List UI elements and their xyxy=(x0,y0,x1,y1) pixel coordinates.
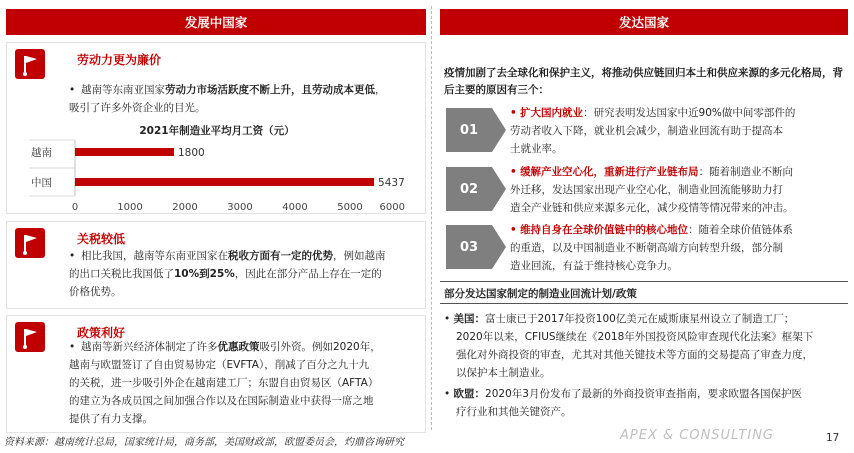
flag-icon xyxy=(15,228,45,258)
chart-title: 2021年制造业平均月工资（元） xyxy=(139,125,295,137)
developing-countries-banner: 发展中国家 xyxy=(6,9,426,35)
number-badge-01: 01 xyxy=(446,108,492,152)
flag-icon xyxy=(15,49,45,79)
card-low-tariff xyxy=(6,221,426,309)
x-tick-label-3: 3000 xyxy=(227,202,253,213)
reason-item-2: • 缓解产业空心化，重新进行产业链布局：随着制造业不断向 外迁移，发达国家出现产业空心化，制造业回流能够助力打 造全产业链和供应来源多元化，减少疫情等情况带来的冲击。 xyxy=(510,166,794,214)
value-label-1: 5437 xyxy=(378,177,405,189)
card-text: • 越南等新兴经济体制定了许多优惠政策吸引外资。例如2020年， 越南与欧盟签订了自由贸易协定（EVFTA），削减了百分之九十九 的关税，进一步吸引外企在越南建工厂；东盟自由贸易区（AFTA） 的建立为各成员国之间加强合作以及在国际制造业中获得一席之地 提供了有力支撑。 xyxy=(69,341,381,425)
source-note: 资料来源：越南统计总局，国家统计局，商务部，美国财政部，欧盟委员会，灼鼎咨询研究 xyxy=(4,437,404,448)
card-cheap-labor xyxy=(6,42,426,214)
arrow-02 xyxy=(492,167,506,211)
category-label-1: 中国 xyxy=(31,177,52,189)
card-title: 劳动力更为廉价 xyxy=(77,53,162,67)
x-tick-label-4: 4000 xyxy=(282,202,308,213)
reason-item-3: • 维持自身在全球价值链中的核心地位：随着全球价值链体系 的重造，以及中国制造业不断朝高端方向转型升级，部分制 造业回流，有益于维持核心竞争力。 xyxy=(510,224,794,272)
policy-us: • 美国：富士康已于2017年投资100亿美元在威斯康星州设立了制造工厂； 2020年以来，CFIUS继续在《2018年外国投资风险审查现代化法案》框架下 强化对外商投资的审查，尤其对其他关键技术等方面的交易提高了审查力度， 以保护本土制造业。 xyxy=(444,313,814,379)
card-title: 关税较低 xyxy=(77,232,126,246)
number-badge-03: 03 xyxy=(446,225,492,269)
card-favorable-policy xyxy=(6,315,426,433)
flag-icon xyxy=(15,322,45,352)
policy-eu: • 欧盟：2020年3月份发布了最新的外商投资审查指南，要求欧盟各国保护医 疗行业和其他关键资产。 xyxy=(444,388,802,418)
category-label-0: 越南 xyxy=(31,147,52,159)
section-rule-top xyxy=(440,281,848,282)
watermark: APEX & CONSULTING xyxy=(620,428,774,443)
arrow-03 xyxy=(492,225,506,269)
bar-1 xyxy=(75,178,374,186)
x-tick-label-1: 1000 xyxy=(117,202,143,213)
bar-0 xyxy=(75,148,174,156)
section-rule-bottom xyxy=(440,303,848,304)
card-text: • 越南等东南亚国家劳动力市场活跃度不断上升，且劳动成本更低， 吸引了许多外资企业的目光。 xyxy=(69,84,386,114)
developed-intro: 疫情加剧了去全球化和保护主义，将推动供应链回归本土和供应来源的多元化格局，背后主要的原因有三个： xyxy=(444,67,843,96)
card-text: • 相比我国，越南等东南亚国家在税收方面有一定的优势，例如越南 的出口关税比我国低了10%到25%，因此在部分产品上存在一定的 价格优势。 xyxy=(69,250,386,298)
column-divider xyxy=(431,6,432,430)
reason-item-1: • 扩大国内就业：研究表明发达国家中近90%做中间零部件的 劳动者收入下降，就业机会减少，制造业回流有助于提高本 土就业率。 xyxy=(510,107,796,155)
x-tick-label-5: 5000 xyxy=(337,202,363,213)
x-tick-label-2: 2000 xyxy=(172,202,198,213)
developed-countries-banner: 发达国家 xyxy=(440,9,848,35)
x-tick-label-6: 6000 xyxy=(379,202,405,213)
wage-bar-chart xyxy=(7,138,427,214)
page-number: 17 xyxy=(826,432,840,444)
policy-subheading: 部分发达国家制定的制造业回流计划/政策 xyxy=(444,288,637,300)
arrow-01 xyxy=(492,108,506,152)
card-title: 政策利好 xyxy=(77,326,126,340)
value-label-0: 1800 xyxy=(178,147,205,159)
x-tick-label-0: 0 xyxy=(71,202,79,213)
number-badge-02: 02 xyxy=(446,167,492,211)
